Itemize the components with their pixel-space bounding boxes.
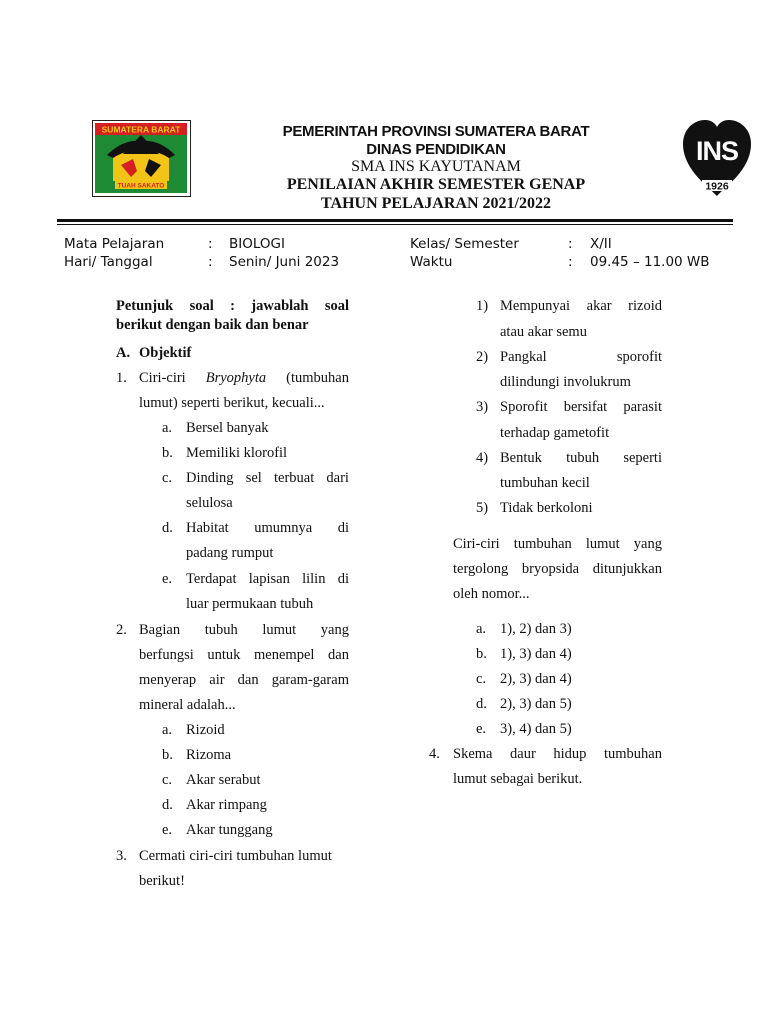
option-word: Dinding bbox=[186, 470, 234, 486]
trait-word: Sporofit bbox=[500, 399, 548, 415]
q2-line-2 bbox=[139, 648, 349, 663]
q4-line-1 bbox=[453, 747, 662, 762]
q1-option-d-line-1 bbox=[186, 521, 349, 536]
q2-word: air bbox=[209, 672, 225, 688]
q4-line-2: lumut sebagai berikut. bbox=[453, 771, 583, 787]
stem-word: tumbuhan bbox=[513, 536, 572, 552]
option-word: Terdapat bbox=[186, 571, 237, 587]
q2-word: garam-garam bbox=[271, 672, 349, 688]
trait-word: tubuh bbox=[566, 450, 600, 466]
trait-word: seperti bbox=[623, 450, 662, 466]
q1-species-name: Bryophyta bbox=[205, 370, 267, 386]
option-word: di bbox=[337, 571, 349, 587]
q3-number: 3. bbox=[116, 848, 127, 864]
class-label: Kelas/ Semester bbox=[410, 236, 519, 252]
q1-option-letter: d. bbox=[162, 520, 173, 536]
header-line-school: SMA INS KAYUTANAM bbox=[351, 158, 521, 175]
option-word: di bbox=[337, 520, 349, 536]
date-value: Senin/ Juni 2023 bbox=[229, 254, 340, 270]
time-value: 09.45 – 11.00 WB bbox=[590, 254, 710, 270]
q2-word: lumut bbox=[262, 622, 297, 638]
trait-4-line-1 bbox=[500, 451, 662, 466]
q2-word: berfungsi bbox=[139, 647, 194, 663]
q3-stem-line-3: oleh nomor... bbox=[453, 586, 530, 602]
q2-word: dan bbox=[237, 672, 259, 688]
q2-word: dan bbox=[328, 647, 349, 663]
header-divider-thick bbox=[57, 219, 733, 222]
q1-option-letter: b. bbox=[162, 445, 173, 461]
q2-word: tubuh bbox=[204, 622, 238, 638]
q2-word: yang bbox=[320, 622, 349, 638]
q3-option-letter: c. bbox=[476, 671, 487, 687]
date-label: Hari/ Tanggal bbox=[64, 254, 153, 270]
q1-word: Ciri-ciri bbox=[139, 370, 186, 386]
trait-5-line-1: Tidak berkoloni bbox=[500, 500, 593, 516]
time-colon: : bbox=[568, 254, 573, 270]
q3-line-1: Cermati ciri-ciri tumbuhan lumut bbox=[139, 848, 332, 864]
class-colon: : bbox=[568, 236, 573, 252]
q3-option-c: 2), 3) dan 4) bbox=[500, 671, 572, 687]
stem-word: bryopsida bbox=[521, 561, 580, 577]
instruction-word: soal bbox=[324, 298, 349, 314]
q4-number: 4. bbox=[429, 746, 440, 762]
instruction-line-1 bbox=[116, 299, 349, 314]
q1-option-e-line-2: luar permukaan tubuh bbox=[186, 596, 314, 612]
q1-option-a: Bersel banyak bbox=[186, 420, 269, 436]
trait-1-line-1 bbox=[500, 299, 662, 314]
q3-option-letter: d. bbox=[476, 696, 487, 712]
header-divider-thin bbox=[57, 224, 733, 225]
q3-option-a: 1), 2) dan 3) bbox=[500, 621, 572, 637]
q2-option-letter: b. bbox=[162, 747, 173, 763]
option-word: lilin bbox=[302, 571, 326, 587]
q2-option-letter: d. bbox=[162, 797, 173, 813]
q1-option-e-line-1 bbox=[186, 572, 349, 587]
trait-word: bersifat bbox=[563, 399, 608, 415]
q2-option-e: Akar tunggang bbox=[186, 822, 273, 838]
instruction-word: jawablah bbox=[251, 298, 309, 314]
q2-option-c: Akar serabut bbox=[186, 772, 261, 788]
q2-number: 2. bbox=[116, 622, 127, 638]
stem-word: tergolong bbox=[453, 561, 509, 577]
q1-option-b: Memiliki klorofil bbox=[186, 445, 288, 461]
q1-option-c-line-2: selulosa bbox=[186, 495, 233, 511]
q1-option-letter: e. bbox=[162, 571, 173, 587]
trait-word: parasit bbox=[623, 399, 662, 415]
stem-word: lumut bbox=[585, 536, 620, 552]
trait-2-line-2: dilindungi involukrum bbox=[500, 374, 631, 390]
q4-word: daur bbox=[510, 746, 536, 762]
trait-word: Mempunyai bbox=[500, 298, 571, 314]
trait-1-line-2: atau akar semu bbox=[500, 324, 587, 340]
q1-option-letter: c. bbox=[162, 470, 173, 486]
trait-word: sporofit bbox=[616, 349, 662, 365]
q2-line-1 bbox=[139, 623, 349, 638]
q2-word: menyerap bbox=[139, 672, 197, 688]
logo-motto-text: TUAH SAKATO bbox=[117, 182, 165, 190]
section-title: Objektif bbox=[139, 345, 192, 361]
q1-line-1 bbox=[139, 371, 349, 386]
stem-word: ditunjukkan bbox=[592, 561, 662, 577]
section-letter: A. bbox=[116, 345, 131, 361]
option-word: sel bbox=[245, 470, 262, 486]
logo-banner-text: SUMATERA BARAT bbox=[101, 124, 181, 135]
q2-word: menempel bbox=[254, 647, 315, 663]
ins-logo-text: INS bbox=[695, 136, 739, 166]
trait-number: 5) bbox=[476, 500, 489, 516]
subject-value: BIOLOGI bbox=[229, 236, 285, 252]
date-colon: : bbox=[208, 254, 213, 270]
option-word: umumnya bbox=[254, 520, 313, 536]
trait-number: 2) bbox=[476, 349, 489, 365]
q3-option-letter: b. bbox=[476, 646, 487, 662]
trait-word: rizoid bbox=[628, 298, 662, 314]
q3-option-b: 1), 3) dan 4) bbox=[500, 646, 572, 662]
q3-line-2: berikut! bbox=[139, 873, 185, 889]
trait-number: 3) bbox=[476, 399, 489, 415]
q2-option-a: Rizoid bbox=[186, 722, 225, 738]
q1-number: 1. bbox=[116, 370, 127, 386]
q2-option-d: Akar rimpang bbox=[186, 797, 267, 813]
q2-option-letter: c. bbox=[162, 772, 173, 788]
q2-line-3 bbox=[139, 673, 349, 688]
q2-option-letter: a. bbox=[162, 722, 173, 738]
q1-word: (tumbuhan bbox=[286, 370, 349, 386]
q3-option-d: 2), 3) dan 5) bbox=[500, 696, 572, 712]
option-word: lapisan bbox=[248, 571, 290, 587]
time-label: Waktu bbox=[410, 254, 453, 270]
q2-word: Bagian bbox=[139, 622, 181, 638]
ins-logo-year: 1926 bbox=[705, 180, 729, 193]
subject-colon: : bbox=[208, 236, 213, 252]
q3-stem-line-2 bbox=[453, 562, 662, 577]
trait-word: akar bbox=[586, 298, 612, 314]
option-word: terbuat bbox=[273, 470, 315, 486]
q2-line-4: mineral adalah... bbox=[139, 697, 236, 713]
trait-2-line-1 bbox=[500, 350, 662, 365]
trait-4-line-2: tumbuhan kecil bbox=[500, 475, 590, 491]
q4-word: tumbuhan bbox=[604, 746, 662, 762]
q1-option-d-line-2: padang rumput bbox=[186, 545, 274, 561]
header-line-department: DINAS PENDIDIKAN bbox=[366, 141, 506, 158]
q3-option-e: 3), 4) dan 5) bbox=[500, 721, 572, 737]
instruction-line-2: berikut dengan baik dan benar bbox=[116, 317, 309, 333]
trait-3-line-1 bbox=[500, 400, 662, 415]
q3-option-letter: a. bbox=[476, 621, 487, 637]
option-word: dari bbox=[326, 470, 349, 486]
trait-word: Bentuk bbox=[500, 450, 542, 466]
q2-word: untuk bbox=[207, 647, 241, 663]
instruction-word: soal bbox=[189, 298, 214, 314]
trait-word: Pangkal bbox=[500, 349, 547, 365]
subject-label: Mata Pelajaran bbox=[64, 236, 165, 252]
q3-option-letter: e. bbox=[476, 721, 487, 737]
trait-3-line-2: terhadap gametofit bbox=[500, 425, 610, 441]
q4-word: Skema bbox=[453, 746, 493, 762]
q1-line-2: lumut) seperti berikut, kecuali... bbox=[139, 395, 325, 411]
q3-stem-line-1 bbox=[453, 537, 662, 552]
instruction-word: Petunjuk bbox=[116, 298, 174, 314]
header-line-government: PEMERINTAH PROVINSI SUMATERA BARAT bbox=[282, 123, 590, 140]
header-line-exam: PENILAIAN AKHIR SEMESTER GENAP bbox=[286, 176, 586, 193]
q4-word: hidup bbox=[553, 746, 587, 762]
q1-option-letter: a. bbox=[162, 420, 173, 436]
header-line-year: TAHUN PELAJARAN 2021/2022 bbox=[321, 195, 551, 212]
q2-option-b: Rizoma bbox=[186, 747, 232, 763]
instruction-word: : bbox=[230, 298, 235, 314]
option-word: Habitat bbox=[186, 520, 229, 536]
trait-number: 4) bbox=[476, 450, 489, 466]
class-value: X/II bbox=[590, 236, 612, 252]
ins-logo bbox=[680, 118, 754, 198]
stem-word: yang bbox=[633, 536, 662, 552]
trait-number: 1) bbox=[476, 298, 489, 314]
q2-option-letter: e. bbox=[162, 822, 173, 838]
q1-option-c-line-1 bbox=[186, 471, 349, 486]
stem-word: Ciri-ciri bbox=[453, 536, 500, 552]
